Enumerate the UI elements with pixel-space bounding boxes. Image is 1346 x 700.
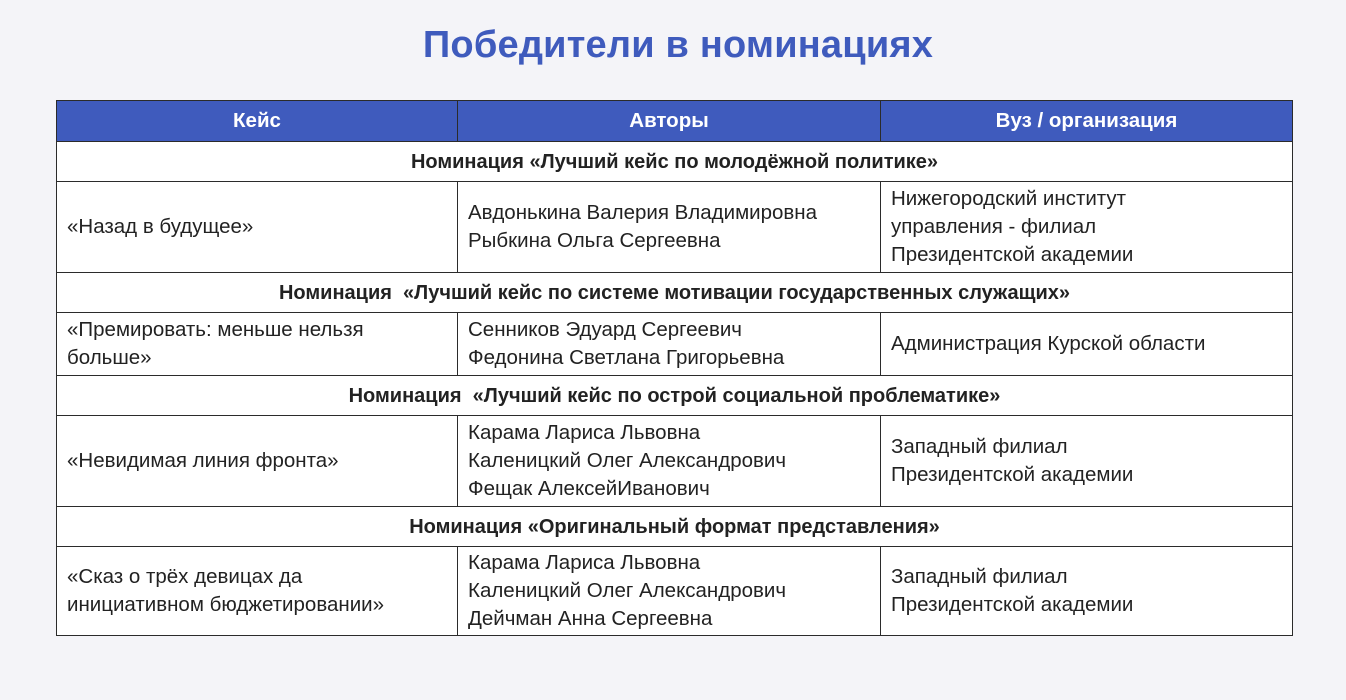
org-line: Президентской академии — [891, 243, 1134, 266]
page-title: Победители в номинациях — [422, 24, 934, 66]
case-cell — [57, 313, 458, 376]
table-row — [57, 313, 1293, 376]
author-name: Авдонькина Валерия Владимировна — [468, 201, 818, 224]
authors-cell — [458, 547, 881, 636]
case-name: «Невидимая линия фронта» — [67, 449, 339, 472]
org-line: Администрация Курской области — [891, 332, 1206, 355]
org-line: Западный филиал — [891, 565, 1068, 588]
authors-cell — [458, 416, 881, 507]
case-name: инициативном бюджетировании» — [67, 593, 384, 616]
case-cell — [57, 416, 458, 507]
author-name: Каленицкий Олег Александрович — [468, 579, 787, 602]
author-name: Сенников Эдуард Сергеевич — [468, 318, 742, 341]
org-line: Нижегородский институт — [891, 187, 1127, 210]
author-name: Каленицкий Олег Александрович — [468, 449, 787, 472]
header-row — [57, 101, 1293, 142]
author-name: Рыбкина Ольга Сергеевна — [468, 229, 721, 252]
nomination-row — [57, 507, 1293, 547]
table-row — [57, 416, 1293, 507]
winners-table — [56, 100, 1293, 636]
nomination-row — [57, 376, 1293, 416]
nomination-title: Номинация «Лучший кейс по острой социальной проблематике» — [57, 376, 1293, 416]
authors-cell — [458, 182, 881, 273]
org-cell — [881, 313, 1293, 376]
nomination-row — [57, 142, 1293, 182]
org-cell — [881, 416, 1293, 507]
nomination-title: Номинация «Оригинальный формат представления» — [57, 507, 1293, 547]
table-row — [57, 547, 1293, 636]
case-cell — [57, 182, 458, 273]
table-row — [57, 182, 1293, 273]
case-name: «Назад в будущее» — [67, 215, 254, 238]
org-line: управления - филиал — [891, 215, 1097, 238]
author-name: Федонина Светлана Григорьевна — [468, 346, 785, 369]
org-cell — [881, 547, 1293, 636]
nomination-row — [57, 273, 1293, 313]
author-name: Карама Лариса Львовна — [468, 421, 701, 444]
org-line: Президентской академии — [891, 463, 1134, 486]
author-name: Фещак АлексейИванович — [468, 477, 710, 500]
header-org: Вуз / организация — [881, 101, 1293, 142]
authors-cell — [458, 313, 881, 376]
case-name: больше» — [67, 346, 152, 369]
header-case: Кейс — [57, 101, 458, 142]
header-authors: Авторы — [458, 101, 881, 142]
org-line: Западный филиал — [891, 435, 1068, 458]
case-cell — [57, 547, 458, 636]
nomination-title: Номинация «Лучший кейс по системе мотивации государственных служащих» — [57, 273, 1293, 313]
author-name: Карама Лариса Львовна — [468, 551, 701, 574]
org-cell — [881, 182, 1293, 273]
org-line: Президентской академии — [891, 593, 1134, 616]
case-name: «Сказ о трёх девицах да — [67, 565, 303, 588]
author-name: Дейчман Анна Сергеевна — [468, 607, 713, 630]
case-name: «Премировать: меньше нельзя — [67, 318, 364, 341]
nomination-title: Номинация «Лучший кейс по молодёжной политике» — [57, 142, 1293, 182]
